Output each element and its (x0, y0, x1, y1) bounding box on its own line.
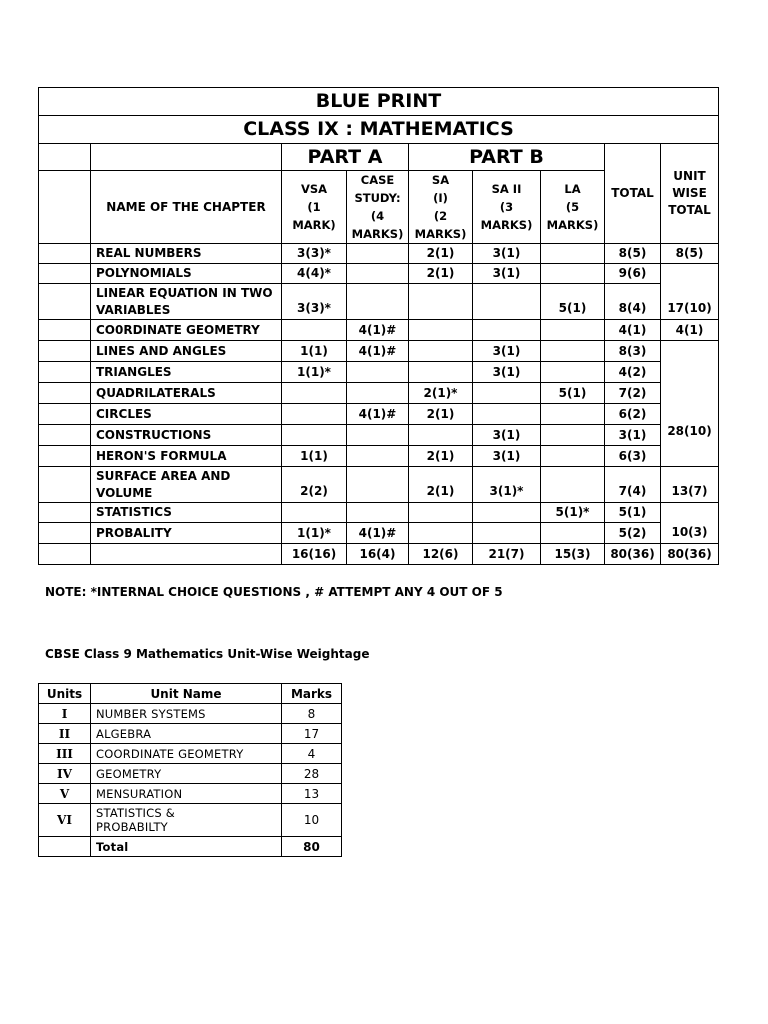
part-b-heading: PART B (409, 144, 605, 171)
cell: 2(1)* (409, 383, 473, 404)
cell: 3(3)* (282, 244, 347, 264)
table-row (39, 341, 719, 362)
cell (541, 244, 605, 264)
cell (409, 341, 473, 362)
unit-number: IV (39, 764, 91, 784)
cell: 5(1) (605, 503, 661, 523)
cell: 4(2) (605, 362, 661, 383)
chapter-name: STATISTICS (91, 503, 282, 523)
sa2-header: SA II (3 MARKS) (473, 171, 541, 244)
cell (541, 523, 605, 544)
cell (409, 425, 473, 446)
cell (347, 284, 409, 320)
cell: 7(4) (605, 467, 661, 503)
cell: 2(1) (409, 264, 473, 284)
unit-number: III (39, 744, 91, 764)
cell: 3(1) (473, 264, 541, 284)
vsa-header: VSA (1 MARK) (282, 171, 347, 244)
cell: 4(1)# (347, 523, 409, 544)
unit-name: STATISTICS & PROBABILTY (91, 804, 282, 837)
unit-total-cell: 8(5) (661, 244, 719, 264)
cell (347, 425, 409, 446)
table-row (39, 383, 719, 404)
unit-total-cell: 10(3) (661, 503, 719, 544)
cell (409, 320, 473, 341)
table-row (39, 503, 719, 523)
cell (347, 362, 409, 383)
unit-marks: 13 (282, 784, 342, 804)
unit-name: GEOMETRY (91, 764, 282, 784)
table-row (39, 264, 719, 284)
cell (282, 404, 347, 425)
cell (347, 264, 409, 284)
table-row (39, 704, 342, 724)
chapter-name: LINEAR EQUATION IN TWO VARIABLES (91, 284, 282, 320)
cell: 1(1) (282, 341, 347, 362)
unit-name: NUMBER SYSTEMS (91, 704, 282, 724)
cell: 2(1) (409, 244, 473, 264)
unit-name: ALGEBRA (91, 724, 282, 744)
case-header: CASE STUDY: (4 MARKS) (347, 171, 409, 244)
cell (541, 362, 605, 383)
cell: 3(1) (605, 425, 661, 446)
cell: 2(2) (282, 467, 347, 503)
marks-header: Marks (282, 684, 342, 704)
cell: 3(1) (473, 362, 541, 383)
cell (473, 284, 541, 320)
cell (282, 383, 347, 404)
la-header: LA (5 MARKS) (541, 171, 605, 244)
total-cell: 16(16) (282, 544, 347, 565)
chapter-header: NAME OF THE CHAPTER (91, 171, 282, 244)
cell: 1(1) (282, 446, 347, 467)
cell: 5(2) (605, 523, 661, 544)
table-row (39, 404, 719, 425)
total-cell: 80(36) (661, 544, 719, 565)
cell: 8(5) (605, 244, 661, 264)
cell (473, 383, 541, 404)
unit-marks: 8 (282, 704, 342, 724)
cell: 3(1) (473, 425, 541, 446)
chapter-name: SURFACE AREA AND VOLUME (91, 467, 282, 503)
cell: 3(1) (473, 244, 541, 264)
cell: 2(1) (409, 446, 473, 467)
unit-number: V (39, 784, 91, 804)
table-row (39, 467, 719, 503)
unit-name: MENSURATION (91, 784, 282, 804)
chapter-name: REAL NUMBERS (91, 244, 282, 264)
units-header: Units (39, 684, 91, 704)
cell (282, 503, 347, 523)
table-row (39, 744, 342, 764)
blueprint-subtitle: CLASS IX : MATHEMATICS (39, 116, 719, 144)
total-label: Total (91, 837, 282, 857)
unit-name: COORDINATE GEOMETRY (91, 744, 282, 764)
table-row (39, 244, 719, 264)
cell: 3(3)* (282, 284, 347, 320)
total-row (39, 837, 342, 857)
cell: 4(1)# (347, 320, 409, 341)
cell (541, 467, 605, 503)
cell: 3(1)* (473, 467, 541, 503)
cell: 2(1) (409, 467, 473, 503)
cell (282, 425, 347, 446)
cell (541, 264, 605, 284)
cell: 8(4) (605, 284, 661, 320)
table-row (39, 446, 719, 467)
unit-total-cell: 28(10) (661, 341, 719, 467)
cell: 7(2) (605, 383, 661, 404)
total-marks: 80 (282, 837, 342, 857)
cell: 4(1)# (347, 404, 409, 425)
cell (541, 341, 605, 362)
cell: 5(1)* (541, 503, 605, 523)
unit-number: II (39, 724, 91, 744)
cell (541, 425, 605, 446)
cell (409, 503, 473, 523)
cell (541, 446, 605, 467)
weightage-title: CBSE Class 9 Mathematics Unit-Wise Weightage (45, 647, 370, 661)
table-row (39, 784, 342, 804)
chapter-name: PROBALITY (91, 523, 282, 544)
cell: 3(1) (473, 341, 541, 362)
cell (473, 320, 541, 341)
unit-name-header: Unit Name (91, 684, 282, 704)
cell: 2(1) (409, 404, 473, 425)
unit-marks: 17 (282, 724, 342, 744)
table-row (39, 362, 719, 383)
cell (347, 244, 409, 264)
cell: 4(1)# (347, 341, 409, 362)
cell: 5(1) (541, 383, 605, 404)
weightage-table (38, 683, 342, 857)
blueprint-table (38, 87, 719, 565)
blank-cell (91, 144, 282, 171)
table-row (39, 724, 342, 744)
cell (409, 362, 473, 383)
cell: 1(1)* (282, 362, 347, 383)
cell: 1(1)* (282, 523, 347, 544)
cell (541, 404, 605, 425)
chapter-name: CIRCLES (91, 404, 282, 425)
totals-row (39, 544, 719, 565)
total-cell: 21(7) (473, 544, 541, 565)
cell: 6(3) (605, 446, 661, 467)
unit-number: I (39, 704, 91, 724)
blank-cell (39, 171, 91, 244)
sa1-header: SA (I) (2 MARKS) (409, 171, 473, 244)
cell (409, 284, 473, 320)
cell: 3(1) (473, 446, 541, 467)
cell (282, 320, 347, 341)
table-row (39, 284, 719, 320)
chapter-name: LINES AND ANGLES (91, 341, 282, 362)
cell: 9(6) (605, 264, 661, 284)
note-text: NOTE: *INTERNAL CHOICE QUESTIONS , # ATTEMPT ANY 4 OUT OF 5 (45, 585, 503, 599)
cell (347, 446, 409, 467)
cell (473, 523, 541, 544)
table-row (39, 523, 719, 544)
cell (347, 467, 409, 503)
cell: 4(4)* (282, 264, 347, 284)
cell (409, 523, 473, 544)
total-header: TOTAL (605, 144, 661, 244)
unit-total-cell: 17(10) (661, 264, 719, 320)
chapter-name: CO0RDINATE GEOMETRY (91, 320, 282, 341)
table-row (39, 425, 719, 446)
chapter-name: HERON'S FORMULA (91, 446, 282, 467)
unit-total-cell: 4(1) (661, 320, 719, 341)
blueprint-title: BLUE PRINT (39, 88, 719, 116)
cell (347, 503, 409, 523)
cell: 8(3) (605, 341, 661, 362)
table-row (39, 764, 342, 784)
table-row (39, 804, 342, 837)
cell (473, 503, 541, 523)
cell: 6(2) (605, 404, 661, 425)
unit-marks: 10 (282, 804, 342, 837)
chapter-name: TRIANGLES (91, 362, 282, 383)
chapter-name: POLYNOMIALS (91, 264, 282, 284)
total-cell: 12(6) (409, 544, 473, 565)
unit-number: VI (39, 804, 91, 837)
chapter-name: QUADRILATERALS (91, 383, 282, 404)
total-cell: 80(36) (605, 544, 661, 565)
table-row (39, 320, 719, 341)
cell (541, 320, 605, 341)
blank-cell (39, 144, 91, 171)
total-cell: 15(3) (541, 544, 605, 565)
cell (347, 383, 409, 404)
unit-total-header: UNIT WISE TOTAL (661, 144, 719, 244)
cell (473, 404, 541, 425)
part-a-heading: PART A (282, 144, 409, 171)
unit-total-cell: 13(7) (661, 467, 719, 503)
total-cell: 16(4) (347, 544, 409, 565)
unit-marks: 28 (282, 764, 342, 784)
chapter-name: CONSTRUCTIONS (91, 425, 282, 446)
cell: 5(1) (541, 284, 605, 320)
cell: 4(1) (605, 320, 661, 341)
unit-marks: 4 (282, 744, 342, 764)
